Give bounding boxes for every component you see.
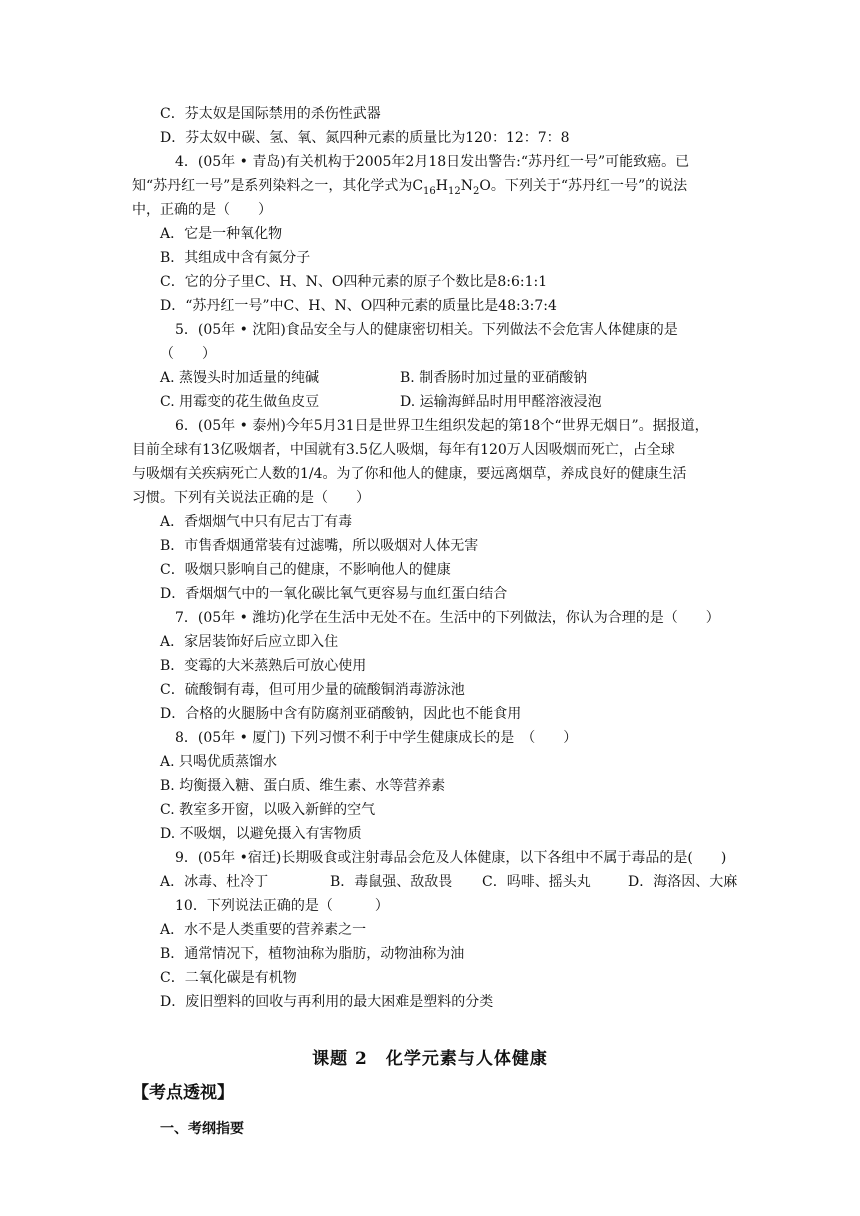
q10-option-b: B．通常情况下，植物油称为脂肪，动物油称为油	[160, 946, 465, 962]
q4-option-b: B．其组成中含有氮分子	[160, 250, 311, 266]
q9-option-b: B．毒鼠强、敌敌畏	[330, 874, 453, 890]
q5-bracket: （ ）	[160, 346, 216, 362]
section-title: 课题 2 化学元素与人体健康	[312, 1049, 548, 1069]
q4-stem-line3: 中，正确的是（ ）	[132, 202, 272, 218]
q5-option-a: A. 蒸馒头时加适量的纯碱	[160, 370, 320, 386]
q6-option-d: D．香烟烟气中的一氧化碳比氧气更容易与血红蛋白结合	[160, 586, 508, 602]
q3-option-d: D．芬太奴中碳、氢、氧、氮四种元素的质量比为120：12：7：8	[160, 130, 570, 146]
q10-option-a: A．水不是人类重要的营养素之一	[160, 922, 367, 938]
q10-option-c: C．二氧化碳是有机物	[160, 970, 297, 986]
q10-stem: 10．下列说法正确的是（ ）	[175, 898, 389, 914]
q5-stem: 5．(05年 • 沈阳)食品安全与人的健康密切相关。下列做法不会危害人体健康的是	[175, 322, 678, 338]
q8-stem: 8．(05年 • 厦门) 下列习惯不利于中学生健康成长的是 （ ）	[175, 730, 578, 746]
sub-heading: 一、考纲指要	[160, 1121, 244, 1137]
q6-option-a: A．香烟烟气中只有尼古丁有毒	[160, 514, 353, 530]
q8-option-a: A. 只喝优质蒸馏水	[160, 754, 278, 770]
q6-option-c: C．吸烟只影响自己的健康，不影响他人的健康	[160, 562, 451, 578]
chemical-formula: $C_{16}H_{12}N_2O$	[412, 178, 491, 197]
q6-stem-line3: 与吸烟有关疾病死亡人数的1/4。为了你和他人的健康，要远离烟草，养成良好的健康生活	[132, 466, 687, 482]
q6-stem-line2: 目前全球有13亿吸烟者，中国就有3.5亿人吸烟，每年有120万人因吸烟而死亡，占全球	[132, 442, 675, 458]
q9-stem: 9．(05年 •宿迁)长期吸食或注射毒品会危及人体健康，以下各组中不属于毒品的是( )	[175, 850, 727, 866]
q4-stem-text: 知“苏丹红一号”是系列染料之一，其化学式为	[132, 178, 413, 194]
q9-option-d: D．海洛因、大麻	[628, 874, 738, 890]
q8-option-c: C. 教室多开窗，以吸入新鲜的空气	[160, 802, 376, 818]
q10-option-d: D．废旧塑料的回收与再利用的最大困难是塑料的分类	[160, 994, 494, 1010]
q5-option-b: B. 制香肠时加过量的亚硝酸钠	[400, 370, 588, 386]
q9-option-c: C．吗啡、摇头丸	[482, 874, 591, 890]
q6-stem-line4: 习惯。下列有关说法正确的是（ ）	[132, 490, 370, 506]
q7-stem: 7．(05年 • 潍坊)化学在生活中无处不在。生活中的下列做法，你认为合理的是（ ）	[175, 610, 720, 626]
q4-stem-line1: 4．(05年 • 青岛)有关机构于2005年2月18日发出警告:“苏丹红一号”可能致癌。已	[175, 154, 690, 170]
q8-option-b: B. 均衡摄入糖、蛋白质、维生素、水等营养素	[160, 778, 446, 794]
q4-option-c: C．它的分子里C、H、N、O四种元素的原子个数比是8:6:1:1	[160, 274, 548, 290]
q4-option-a: A．它是一种氧化物	[160, 226, 283, 242]
q4-option-d: D．“苏丹红一号”中C、H、N、O四种元素的质量比是48:3:7:4	[160, 298, 557, 314]
q6-stem-line1: 6．(05年 • 泰州)今年5月31日是世界卫生组织发起的第18个“世界无烟日”。据报道，	[175, 418, 709, 434]
bracket-heading: 【考点透视】	[132, 1083, 234, 1103]
q4-stem-line2: 知“苏丹红一号”是系列染料之一，其化学式为$C_{16}H_{12}N_2O$。下列关于“苏丹红一号”的说法	[132, 178, 688, 197]
q7-option-c: C．硫酸铜有毒，但可用少量的硫酸铜消毒游泳池	[160, 682, 465, 698]
q8-option-d: D. 不吸烟，以避免摄入有害物质	[160, 826, 362, 842]
q7-option-b: B．变霉的大米蒸熟后可放心使用	[160, 658, 367, 674]
q9-option-a: A．冰毒、杜冷丁	[160, 874, 269, 890]
q5-option-d: D. 运输海鲜品时用甲醛溶液浸泡	[400, 394, 602, 410]
q7-option-d: D．合格的火腿肠中含有防腐剂亚硝酸钠，因此也不能食用	[160, 706, 522, 722]
q7-option-a: A．家居装饰好后应立即入住	[160, 634, 339, 650]
q3-option-c: C．芬太奴是国际禁用的杀伤性武器	[160, 106, 381, 122]
q5-option-c: C. 用霉变的花生做鱼皮豆	[160, 394, 320, 410]
q6-option-b: B．市售香烟通常装有过滤嘴，所以吸烟对人体无害	[160, 538, 479, 554]
